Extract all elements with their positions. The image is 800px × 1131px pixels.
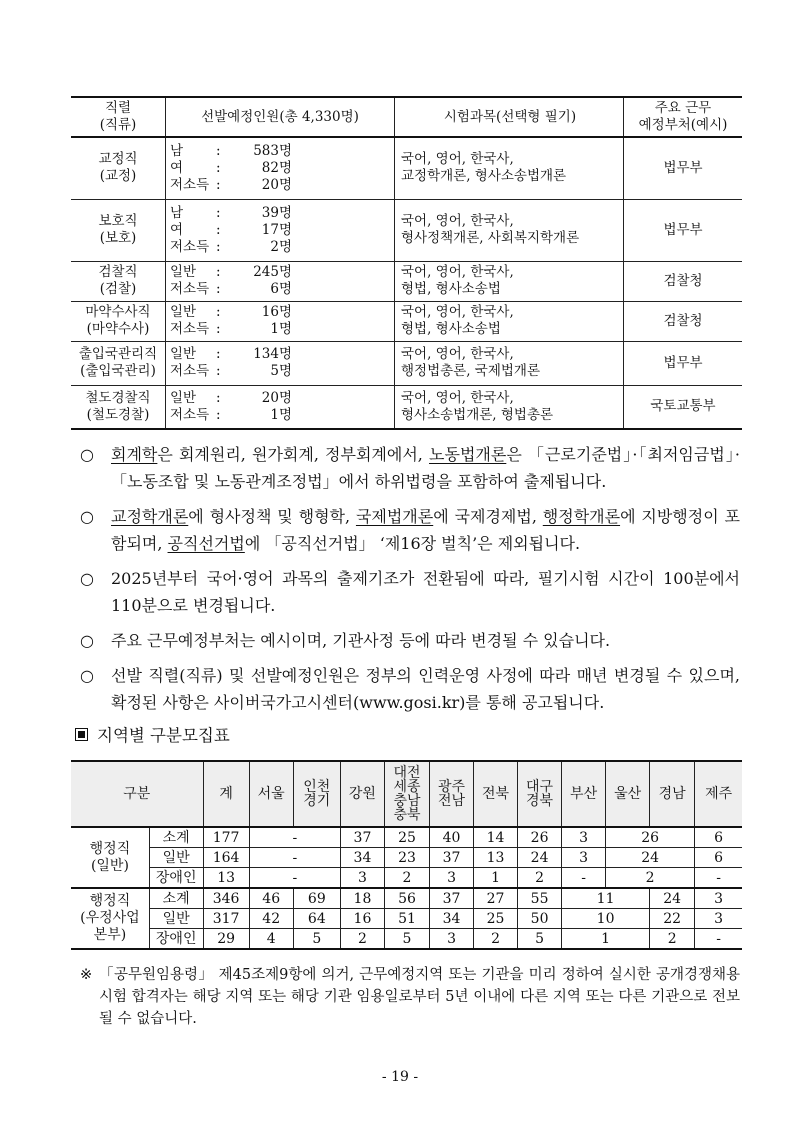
- header-region: 경남: [650, 761, 695, 827]
- subject-line: 국어, 영어, 한국사,: [401, 264, 514, 280]
- cell-quota: [166, 385, 395, 429]
- quota-label: 저소득: [170, 238, 210, 255]
- table-row: [71, 909, 742, 929]
- quota-value: 2명: [270, 238, 292, 255]
- cell-subjects: [395, 261, 624, 301]
- table-row: [71, 827, 742, 848]
- quota-value: 82명: [261, 159, 292, 176]
- cell: 2: [384, 868, 429, 889]
- quota-line: [170, 222, 390, 239]
- cell: 11: [562, 888, 650, 909]
- cell-subjects: [395, 137, 624, 199]
- quota-line: [170, 264, 390, 281]
- reference-mark: ※: [80, 967, 93, 983]
- header-region: 강원: [340, 761, 384, 827]
- cell-position: [71, 137, 166, 199]
- subject-line: 행정법총론, 국제법개론: [401, 363, 540, 379]
- note-text: 은 회계원리, 원가회계, 정부회계에서,: [157, 445, 430, 464]
- subject-line: 국어, 영어, 한국사,: [401, 213, 514, 229]
- quota-value: 6명: [270, 281, 292, 297]
- header-category: 구분: [71, 761, 203, 827]
- quota-line: [170, 346, 390, 363]
- cell: 26: [606, 827, 695, 848]
- quota-colon: :: [216, 176, 221, 193]
- note-text: 에 형사정책 및 행형학,: [188, 507, 356, 526]
- quota-value: 245명: [253, 264, 292, 280]
- quota-line: [170, 363, 390, 380]
- position-line: (출입국관리): [80, 363, 156, 379]
- quota-colon: :: [216, 142, 221, 159]
- cell: 24: [606, 848, 695, 868]
- regional-table: [71, 760, 742, 950]
- cell: 3: [562, 848, 606, 868]
- underlined-term: 교정학개론: [111, 507, 189, 526]
- cell-dept: 검찰청: [624, 261, 743, 301]
- note-item: [80, 503, 740, 557]
- cell-dept: 검찰청: [624, 301, 743, 341]
- note-text: 2025년부터 국어·영어 과목의 출제기조가 전환됨에 따라, 필기시험 시간이 100분에서 110분으로 변경됩니다.: [111, 569, 740, 615]
- cell-dept: 법무부: [624, 341, 743, 385]
- position-line: 교정직: [98, 151, 138, 168]
- cell: -: [562, 868, 606, 889]
- section-heading: [75, 722, 230, 746]
- table-row: [71, 137, 742, 199]
- note-item: [80, 441, 740, 495]
- cell-position: [71, 341, 166, 385]
- quota-line: [170, 177, 390, 194]
- cell: 3: [695, 888, 742, 909]
- cell: 14: [474, 827, 518, 848]
- cell: 6: [695, 827, 742, 848]
- footnote: [80, 964, 740, 1030]
- subject-line: 국어, 영어, 한국사,: [401, 304, 514, 320]
- cell-total: 13: [203, 868, 249, 889]
- table-row: [71, 261, 742, 301]
- group-label: 행정직 (우정사업 본부): [71, 888, 149, 949]
- quota-value: 39명: [261, 204, 292, 221]
- cell: 25: [474, 909, 518, 929]
- cell: 56: [384, 888, 429, 909]
- cell: 55: [518, 888, 562, 909]
- section-title: 지역별 구분모집표: [97, 726, 230, 745]
- quota-colon: :: [216, 264, 221, 280]
- recruitment-table: [71, 96, 742, 430]
- cell: 24: [650, 888, 695, 909]
- quota-label: 저소득: [170, 363, 210, 379]
- header-region: 전북: [474, 761, 518, 827]
- cell-subjects: [395, 385, 624, 429]
- cell-position: [71, 261, 166, 301]
- quota-colon: :: [216, 238, 221, 255]
- note-item: [80, 662, 740, 716]
- note-item: [80, 565, 740, 619]
- cell-quota: [166, 199, 395, 261]
- cell: 2: [650, 929, 695, 950]
- quota-colon: :: [216, 346, 221, 362]
- header-subjects: 시험과목(선택형 필기): [395, 97, 624, 137]
- header-quota: 선발예정인원(총 4,330명): [166, 97, 395, 137]
- sub-label: 장애인: [149, 868, 203, 889]
- cell-position: [71, 199, 166, 261]
- underlined-term: 국제법개론: [355, 507, 434, 526]
- cell: 51: [384, 909, 429, 929]
- cell-total: 177: [203, 827, 249, 848]
- quota-label: 남: [170, 204, 184, 221]
- subject-line: 형사정책개론, 사회복지학개론: [401, 230, 580, 246]
- position-line: (교정): [99, 168, 137, 185]
- cell-dept: 국토교통부: [624, 385, 743, 429]
- quota-label: 여: [170, 221, 184, 238]
- header-dept: 주요 근무 예정부처(예시): [624, 97, 743, 137]
- note-text: 은 「근로기준법」·「최저임금법」·「노동조합 및 노동관계조정법」에서 하위법령을 포함하여 출제됩니다.: [111, 445, 740, 491]
- cell: 2: [474, 929, 518, 950]
- cell: 23: [384, 848, 429, 868]
- cell: 40: [430, 827, 474, 848]
- quota-label: 남: [170, 142, 184, 159]
- quota-value: 583명: [253, 142, 292, 159]
- cell: -: [249, 827, 340, 848]
- cell: 5: [384, 929, 429, 950]
- subject-line: 교정학개론, 형사소송법개론: [401, 168, 567, 185]
- cell-quota: [166, 261, 395, 301]
- header-total: 계: [203, 761, 249, 827]
- underlined-term: 공직선거법: [167, 534, 245, 553]
- circle-bullet-icon: ○: [80, 445, 94, 464]
- cell: 3: [695, 909, 742, 929]
- cell: 27: [474, 888, 518, 909]
- quota-label: 일반: [170, 389, 197, 406]
- subject-line: 국어, 영어, 한국사,: [401, 389, 514, 406]
- header-region: 대전 세종 충남 충북: [384, 761, 429, 827]
- quota-line: [170, 205, 390, 222]
- cell: 37: [430, 888, 474, 909]
- underlined-term: 행정학개론: [542, 507, 621, 526]
- cell: 18: [340, 888, 384, 909]
- quota-value: 5명: [270, 363, 292, 379]
- cell: 24: [518, 848, 562, 868]
- position-line: 보호직: [98, 213, 138, 229]
- underlined-term: 노동법개론: [429, 445, 507, 464]
- cell-position: [71, 385, 166, 429]
- quota-line: [170, 143, 390, 160]
- cell: -: [695, 929, 742, 950]
- header-region: 제주: [695, 761, 742, 827]
- position-line: 마약수사직: [85, 304, 151, 320]
- quota-line: [170, 321, 390, 338]
- cell: 37: [430, 848, 474, 868]
- quota-label: 일반: [170, 264, 197, 280]
- cell: 3: [562, 827, 606, 848]
- cell-subjects: [395, 199, 624, 261]
- subject-line: 국어, 영어, 한국사,: [401, 346, 514, 362]
- cell-total: 317: [203, 909, 249, 929]
- cell: 26: [518, 827, 562, 848]
- subject-line: 형사소송법개론, 형법총론: [401, 406, 554, 423]
- cell: 46: [249, 888, 293, 909]
- quota-label: 여: [170, 159, 184, 176]
- position-line: (검찰): [99, 281, 137, 297]
- quota-value: 134명: [253, 346, 292, 362]
- cell-dept: 법무부: [624, 137, 743, 199]
- table-row: [71, 929, 742, 950]
- circle-bullet-icon: ○: [80, 569, 94, 588]
- header-region: 부산: [562, 761, 606, 827]
- position-line: 출입국관리직: [78, 346, 158, 362]
- cell: -: [249, 868, 340, 889]
- cell: 4: [249, 929, 293, 950]
- cell-total: 346: [203, 888, 249, 909]
- subject-line: 형법, 형사소송법: [401, 321, 501, 337]
- cell: 2: [340, 929, 384, 950]
- header-position: 직렬 (직류): [71, 97, 166, 137]
- table-row: [71, 301, 742, 341]
- note-text: 에 「공직선거법」 ‘제16장 벌칙’은 제외됩니다.: [244, 534, 581, 553]
- circle-bullet-icon: ○: [80, 507, 94, 526]
- cell-quota: [166, 137, 395, 199]
- header-region: 서울: [249, 761, 293, 827]
- note-text: 에 지방행정이 포함되며,: [111, 507, 740, 553]
- cell: 2: [518, 868, 562, 889]
- quota-colon: :: [216, 281, 221, 297]
- cell-position: [71, 301, 166, 341]
- quota-value: 17명: [261, 221, 292, 238]
- quota-colon: :: [216, 159, 221, 176]
- quota-label: 저소득: [170, 321, 210, 337]
- position-line: 검찰직: [98, 264, 138, 280]
- cell: 3: [430, 929, 474, 950]
- table-row: [71, 868, 742, 889]
- notes-list: [80, 441, 740, 724]
- header-region: 인천 경기: [293, 761, 340, 827]
- quota-value: 16명: [261, 304, 292, 320]
- header-region: 광주 전남: [430, 761, 474, 827]
- position-line: (보호): [99, 230, 137, 246]
- cell: 37: [340, 827, 384, 848]
- quota-line: [170, 160, 390, 177]
- cell: 6: [695, 848, 742, 868]
- header-region: 울산: [606, 761, 650, 827]
- cell: 16: [340, 909, 384, 929]
- cell: 10: [562, 909, 650, 929]
- subject-line: 형법, 형사소송법: [401, 281, 501, 297]
- cell: 1: [474, 868, 518, 889]
- table-row: [71, 848, 742, 868]
- table-row: [71, 341, 742, 385]
- table-header-row: [71, 97, 742, 137]
- cell: -: [695, 868, 742, 889]
- cell: 25: [384, 827, 429, 848]
- quota-colon: :: [216, 406, 221, 423]
- cell: 34: [430, 909, 474, 929]
- page-number: - 19 -: [381, 1069, 419, 1085]
- quota-line: [170, 281, 390, 298]
- note-text: 주요 근무예정부처는 예시이며, 기관사정 등에 따라 변경될 수 있습니다.: [111, 631, 611, 650]
- quota-value: 1명: [270, 321, 292, 337]
- cell-subjects: [395, 341, 624, 385]
- sub-label: 일반: [149, 909, 203, 929]
- note-text: 선발 직렬(직류) 및 선발예정인원은 정부의 인력운영 사정에 따라 매년 변경될 수 있으며, 확정된 사항은 사이버국가고시센터(www.gosi.kr)를 통해 공고됩니다.: [111, 666, 740, 712]
- quota-label: 저소득: [170, 406, 210, 423]
- cell: 50: [518, 909, 562, 929]
- position-line: (철도경찰): [86, 406, 150, 423]
- quota-label: 일반: [170, 346, 197, 362]
- quota-colon: :: [216, 204, 221, 221]
- subject-line: 국어, 영어, 한국사,: [401, 151, 514, 168]
- note-item: [80, 627, 740, 654]
- sub-label: 소계: [149, 888, 203, 909]
- quota-label: 저소득: [170, 176, 210, 193]
- cell-quota: [166, 301, 395, 341]
- table-header-row: [71, 761, 742, 827]
- cell: 3: [430, 868, 474, 889]
- table-row: [71, 888, 742, 909]
- quota-colon: :: [216, 304, 221, 320]
- sub-label: 소계: [149, 827, 203, 848]
- cell: 3: [340, 868, 384, 889]
- cell: 42: [249, 909, 293, 929]
- cell: 64: [293, 909, 340, 929]
- quota-line: [170, 239, 390, 256]
- cell-quota: [166, 341, 395, 385]
- quota-label: 일반: [170, 304, 197, 320]
- cell: 69: [293, 888, 340, 909]
- cell: 5: [518, 929, 562, 950]
- cell: 13: [474, 848, 518, 868]
- quota-line: [170, 304, 390, 321]
- circle-bullet-icon: ○: [80, 631, 94, 650]
- table-row: [71, 199, 742, 261]
- quota-line: [170, 407, 390, 424]
- filled-square-icon: [75, 728, 88, 741]
- group-label: 행정직 (일반): [71, 827, 149, 888]
- header-region: 대구 경북: [518, 761, 562, 827]
- cell: 5: [293, 929, 340, 950]
- sub-label: 장애인: [149, 929, 203, 950]
- cell-subjects: [395, 301, 624, 341]
- table-row: [71, 385, 742, 429]
- cell-dept: 법무부: [624, 199, 743, 261]
- footnote-text: 「공무원임용령」 제45조제9항에 의거, 근무예정지역 또는 기관을 미리 정하여 실시한 공개경쟁채용시험 합격자는 해당 지역 또는 해당 기관 임용일로부터 5년 이내에 다른 지역 또는 다른 기관으로 전보될 수 없습니다.: [99, 967, 740, 1027]
- position-line: 철도경찰직: [85, 389, 151, 406]
- quota-colon: :: [216, 321, 221, 337]
- quota-label: 저소득: [170, 281, 210, 297]
- sub-label: 일반: [149, 848, 203, 868]
- cell: 22: [650, 909, 695, 929]
- quota-value: 20명: [261, 176, 292, 193]
- position-line: (마약수사): [86, 321, 150, 337]
- cell-total: 29: [203, 929, 249, 950]
- quota-line: [170, 390, 390, 407]
- underlined-term: 회계학: [111, 445, 158, 464]
- note-text: 에 국제경제법,: [433, 507, 543, 526]
- quota-colon: :: [216, 363, 221, 379]
- circle-bullet-icon: ○: [80, 666, 94, 685]
- quota-value: 20명: [261, 389, 292, 406]
- cell-total: 164: [203, 848, 249, 868]
- cell: 1: [562, 929, 650, 950]
- quota-colon: :: [216, 389, 221, 406]
- cell: 2: [606, 868, 695, 889]
- cell: -: [249, 848, 340, 868]
- quota-value: 1명: [270, 406, 292, 423]
- quota-colon: :: [216, 221, 221, 238]
- cell: 34: [340, 848, 384, 868]
